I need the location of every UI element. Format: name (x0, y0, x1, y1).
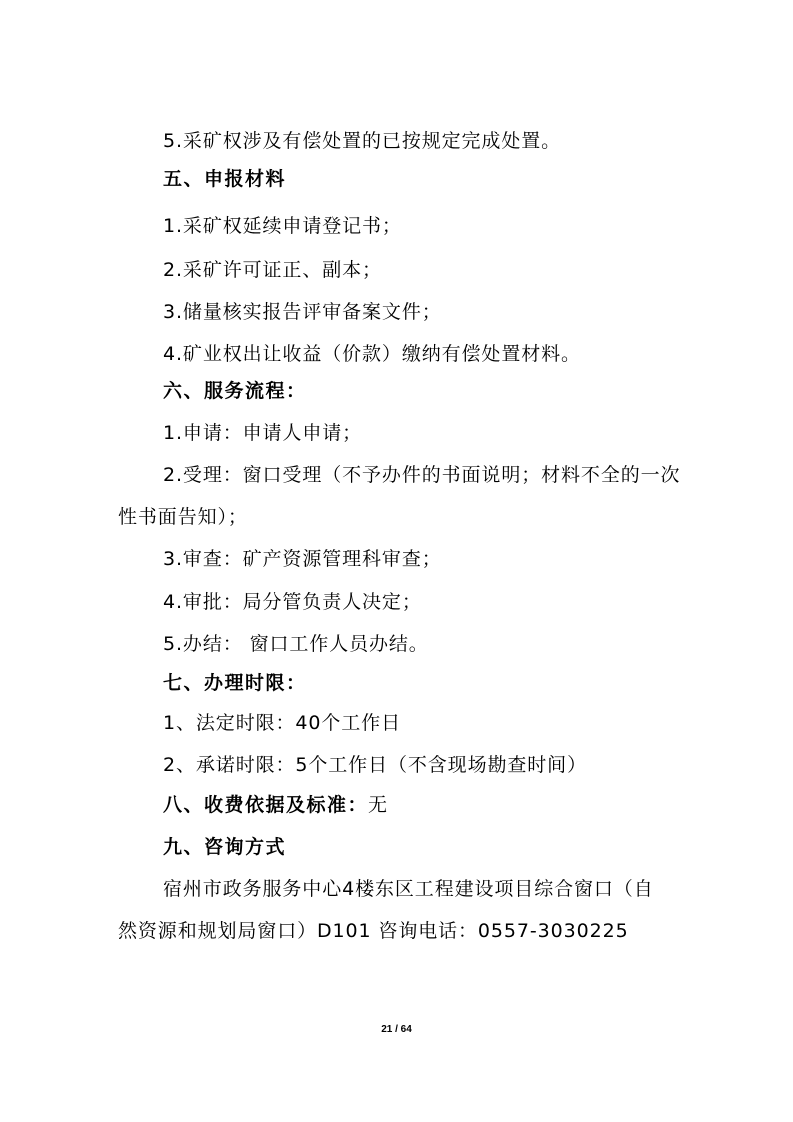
section-heading: 六、服务流程： (163, 380, 307, 402)
body-line: 2.受理：窗口受理（不予办件的书面说明；材料不全的一次 (163, 464, 681, 486)
body-line: 然资源和规划局窗口）D101 咨询电话：0557-3030225 (118, 920, 629, 942)
body-line: 2、承诺时限：5个工作日（不含现场勘查时间） (163, 754, 587, 776)
section-heading: 八、收费依据及标准： (163, 794, 369, 816)
page-number: 21 / 64 (381, 1024, 412, 1035)
body-line: 3.审查：矿产资源管理科审查； (163, 548, 442, 570)
body-line: 3.储量核实报告评审备案文件； (163, 301, 442, 323)
body-line: 4.矿业权出让收益（价款）缴纳有偿处置材料。 (163, 343, 581, 365)
section-heading: 七、办理时限： (163, 672, 307, 694)
body-line: 1.申请：申请人申请； (163, 422, 363, 444)
body-line: 5.采矿权涉及有偿处置的已按规定完成处置。 (163, 130, 562, 152)
body-line: 性书面告知）； (118, 506, 248, 528)
body-line: 1.采矿权延续申请登记书； (163, 215, 402, 237)
section-heading: 九、咨询方式 (163, 836, 287, 858)
body-line: 1、法定时限：40个工作日 (163, 712, 401, 734)
fee-line (163, 792, 388, 818)
body-line: 5.办结： 窗口工作人员办结。 (163, 633, 429, 655)
section-heading: 五、申报材料 (163, 168, 287, 190)
body-line: 宿州市政务服务中心4楼东区工程建设项目综合窗口（自 (163, 878, 654, 900)
fee-value: 无 (368, 794, 388, 816)
body-line: 2.采矿许可证正、副本； (163, 259, 382, 281)
body-line: 4.审批：局分管负责人决定； (163, 591, 422, 613)
